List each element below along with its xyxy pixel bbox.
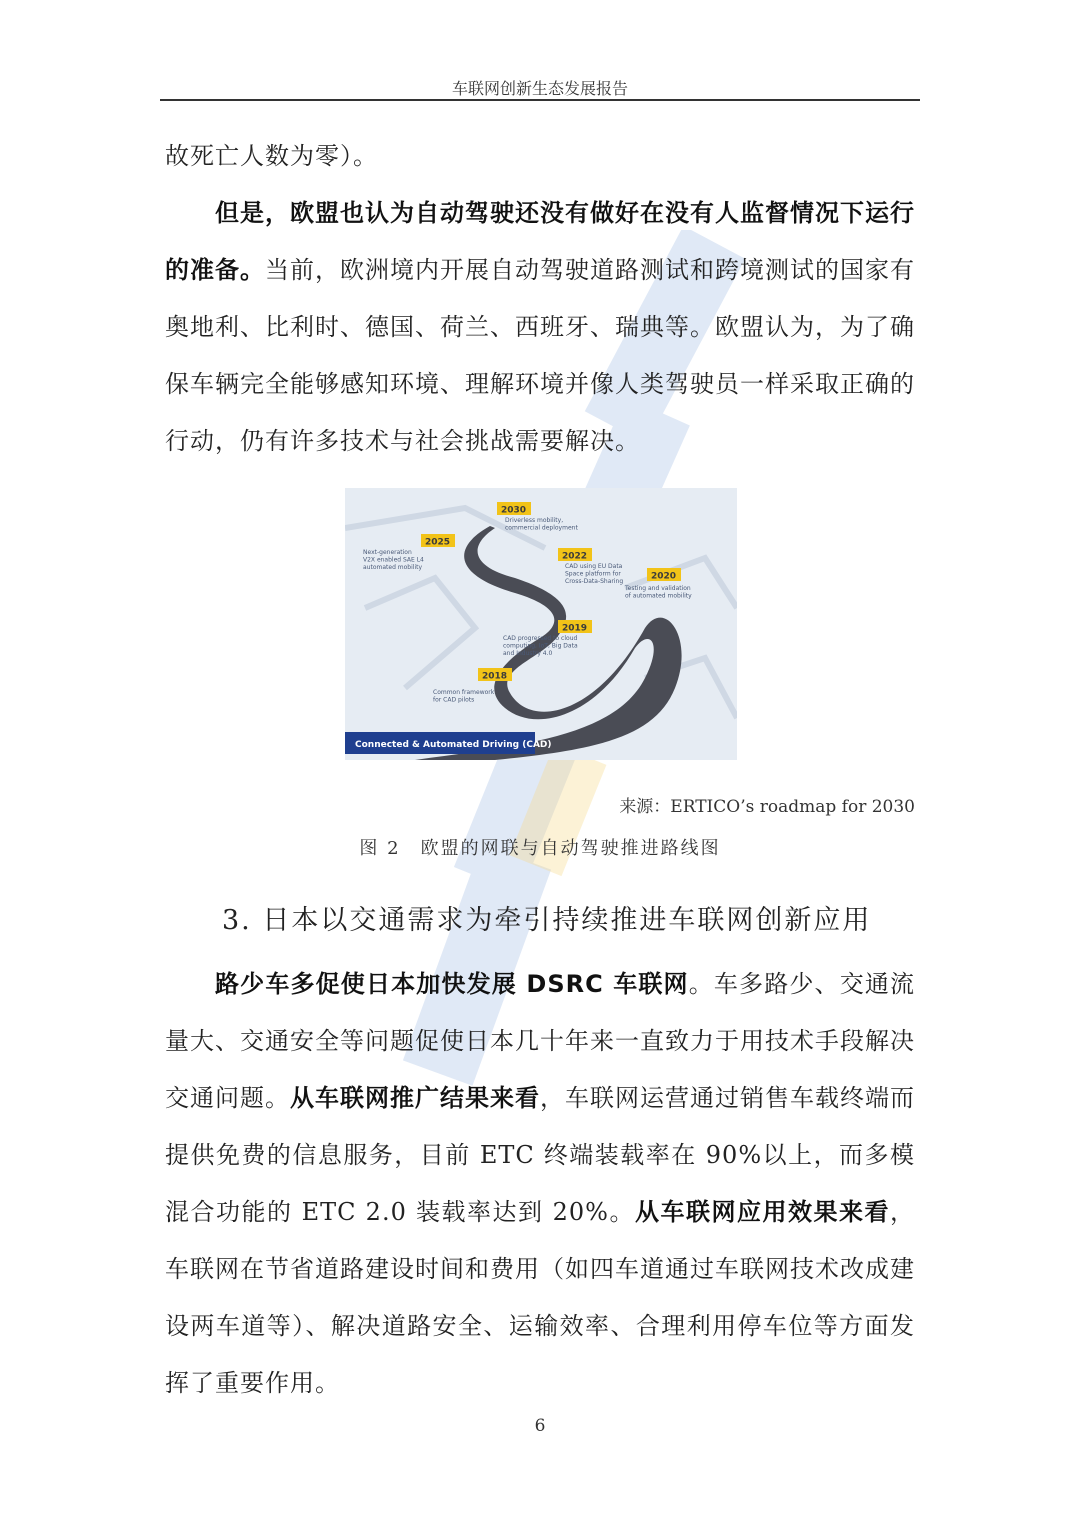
milestone-desc-2022: Cross-Data-Sharing (565, 578, 624, 585)
paragraph-japan-text-2: ，车联网运营通过销售车载终端而提供免费的信息服务，目前 ETC 终端装载率在 90%以上，而多模混合功能的 ETC 2.0 装载率达到 20%。 (165, 1084, 915, 1226)
paragraph-continuation: 故死亡人数为零）。 (165, 142, 378, 170)
milestone-desc-2020: of automated mobility (625, 592, 692, 600)
paragraph-japan-bold-1: 路少车多促使日本加快发展 DSRC 车联网 (215, 970, 689, 998)
milestone-year-2025: 2025 (425, 537, 451, 548)
page-number: 6 (534, 1416, 546, 1436)
milestone-desc-2022: Space platform for (565, 570, 621, 578)
paragraph-japan-text-1: 。车多路少、交通流量大、交通安全等问题促使日本几十年来一直致力于用技术手段解决交通问题。 (165, 970, 916, 1112)
milestone-year-2020: 2020 (651, 571, 677, 582)
milestone-desc-2025: automated mobility (363, 564, 423, 571)
milestone-desc-2019: and Industry 4.0 (503, 650, 553, 657)
milestone-year-2030: 2030 (501, 505, 527, 516)
paragraph-japan-bold-2: 从车联网推广结果来看 (290, 1084, 540, 1112)
milestone-desc-2018: Common framework (433, 689, 495, 696)
milestone-desc-2020: Testing and validation (625, 585, 691, 592)
milestone-desc-2022: CAD using EU Data (565, 563, 623, 570)
figure-source: 来源：ERTICO’s roadmap for 2030 (619, 797, 915, 817)
milestone-desc-2025: Next-generation (363, 549, 412, 556)
paragraph-eu-readiness-bold: 但是，欧盟也认为自动驾驶还没有做好在没有人监督情况下运行的准备。 (165, 199, 915, 284)
milestone-desc-2019: computing, IoT, Big Data (503, 642, 578, 650)
milestone-desc-2025: V2X enabled SAE L4 (363, 556, 424, 564)
paragraph-japan-bold-3: 从车联网应用效果来看 (634, 1198, 890, 1226)
milestone-desc-2019: CAD progressed to cloud (503, 635, 578, 642)
paragraph-japan-text-3: ，车联网在节省道路建设时间和费用（如四车道通过车联网技术改成建设两车道等）、解决道路安全、运输效率、合理利用停车位等方面发挥了重要作用。 (165, 1198, 915, 1397)
paragraph-eu-readiness (165, 185, 915, 470)
roadmap-graphic (345, 488, 737, 760)
paragraph-eu-readiness-text: 当前，欧洲境内开展自动驾驶道路测试和跨境测试的国家有奥地利、比利时、德国、荷兰、西班牙、瑞典等。欧盟认为，为了确保车辆完全能够感知环境、理解环境并像人类驾驶员一样采取正确的行动，仍有许多技术与社会挑战需要解决。 (165, 256, 915, 455)
milestone-year-2022: 2022 (562, 551, 588, 562)
milestone-desc-2018: for CAD pilots (433, 696, 475, 704)
milestone-desc-2030: Driverless mobility, (505, 517, 564, 524)
running-header: 车联网创新生态发展报告 (451, 79, 628, 98)
section-heading: 3. 日本以交通需求为牵引持续推进车联网创新应用 (222, 905, 872, 936)
roadmap-figure (345, 488, 737, 760)
paragraph-japan (165, 956, 915, 1412)
cad-banner-label: Connected & Automated Driving (CAD) (355, 740, 552, 750)
milestone-year-2018: 2018 (482, 671, 508, 682)
milestone-desc-2030: commercial deployment (505, 524, 578, 532)
figure-caption: 图 2 欧盟的网联与自动驾驶推进路线图 (359, 838, 721, 859)
header-rule (160, 99, 920, 101)
milestone-year-2019: 2019 (562, 623, 588, 634)
